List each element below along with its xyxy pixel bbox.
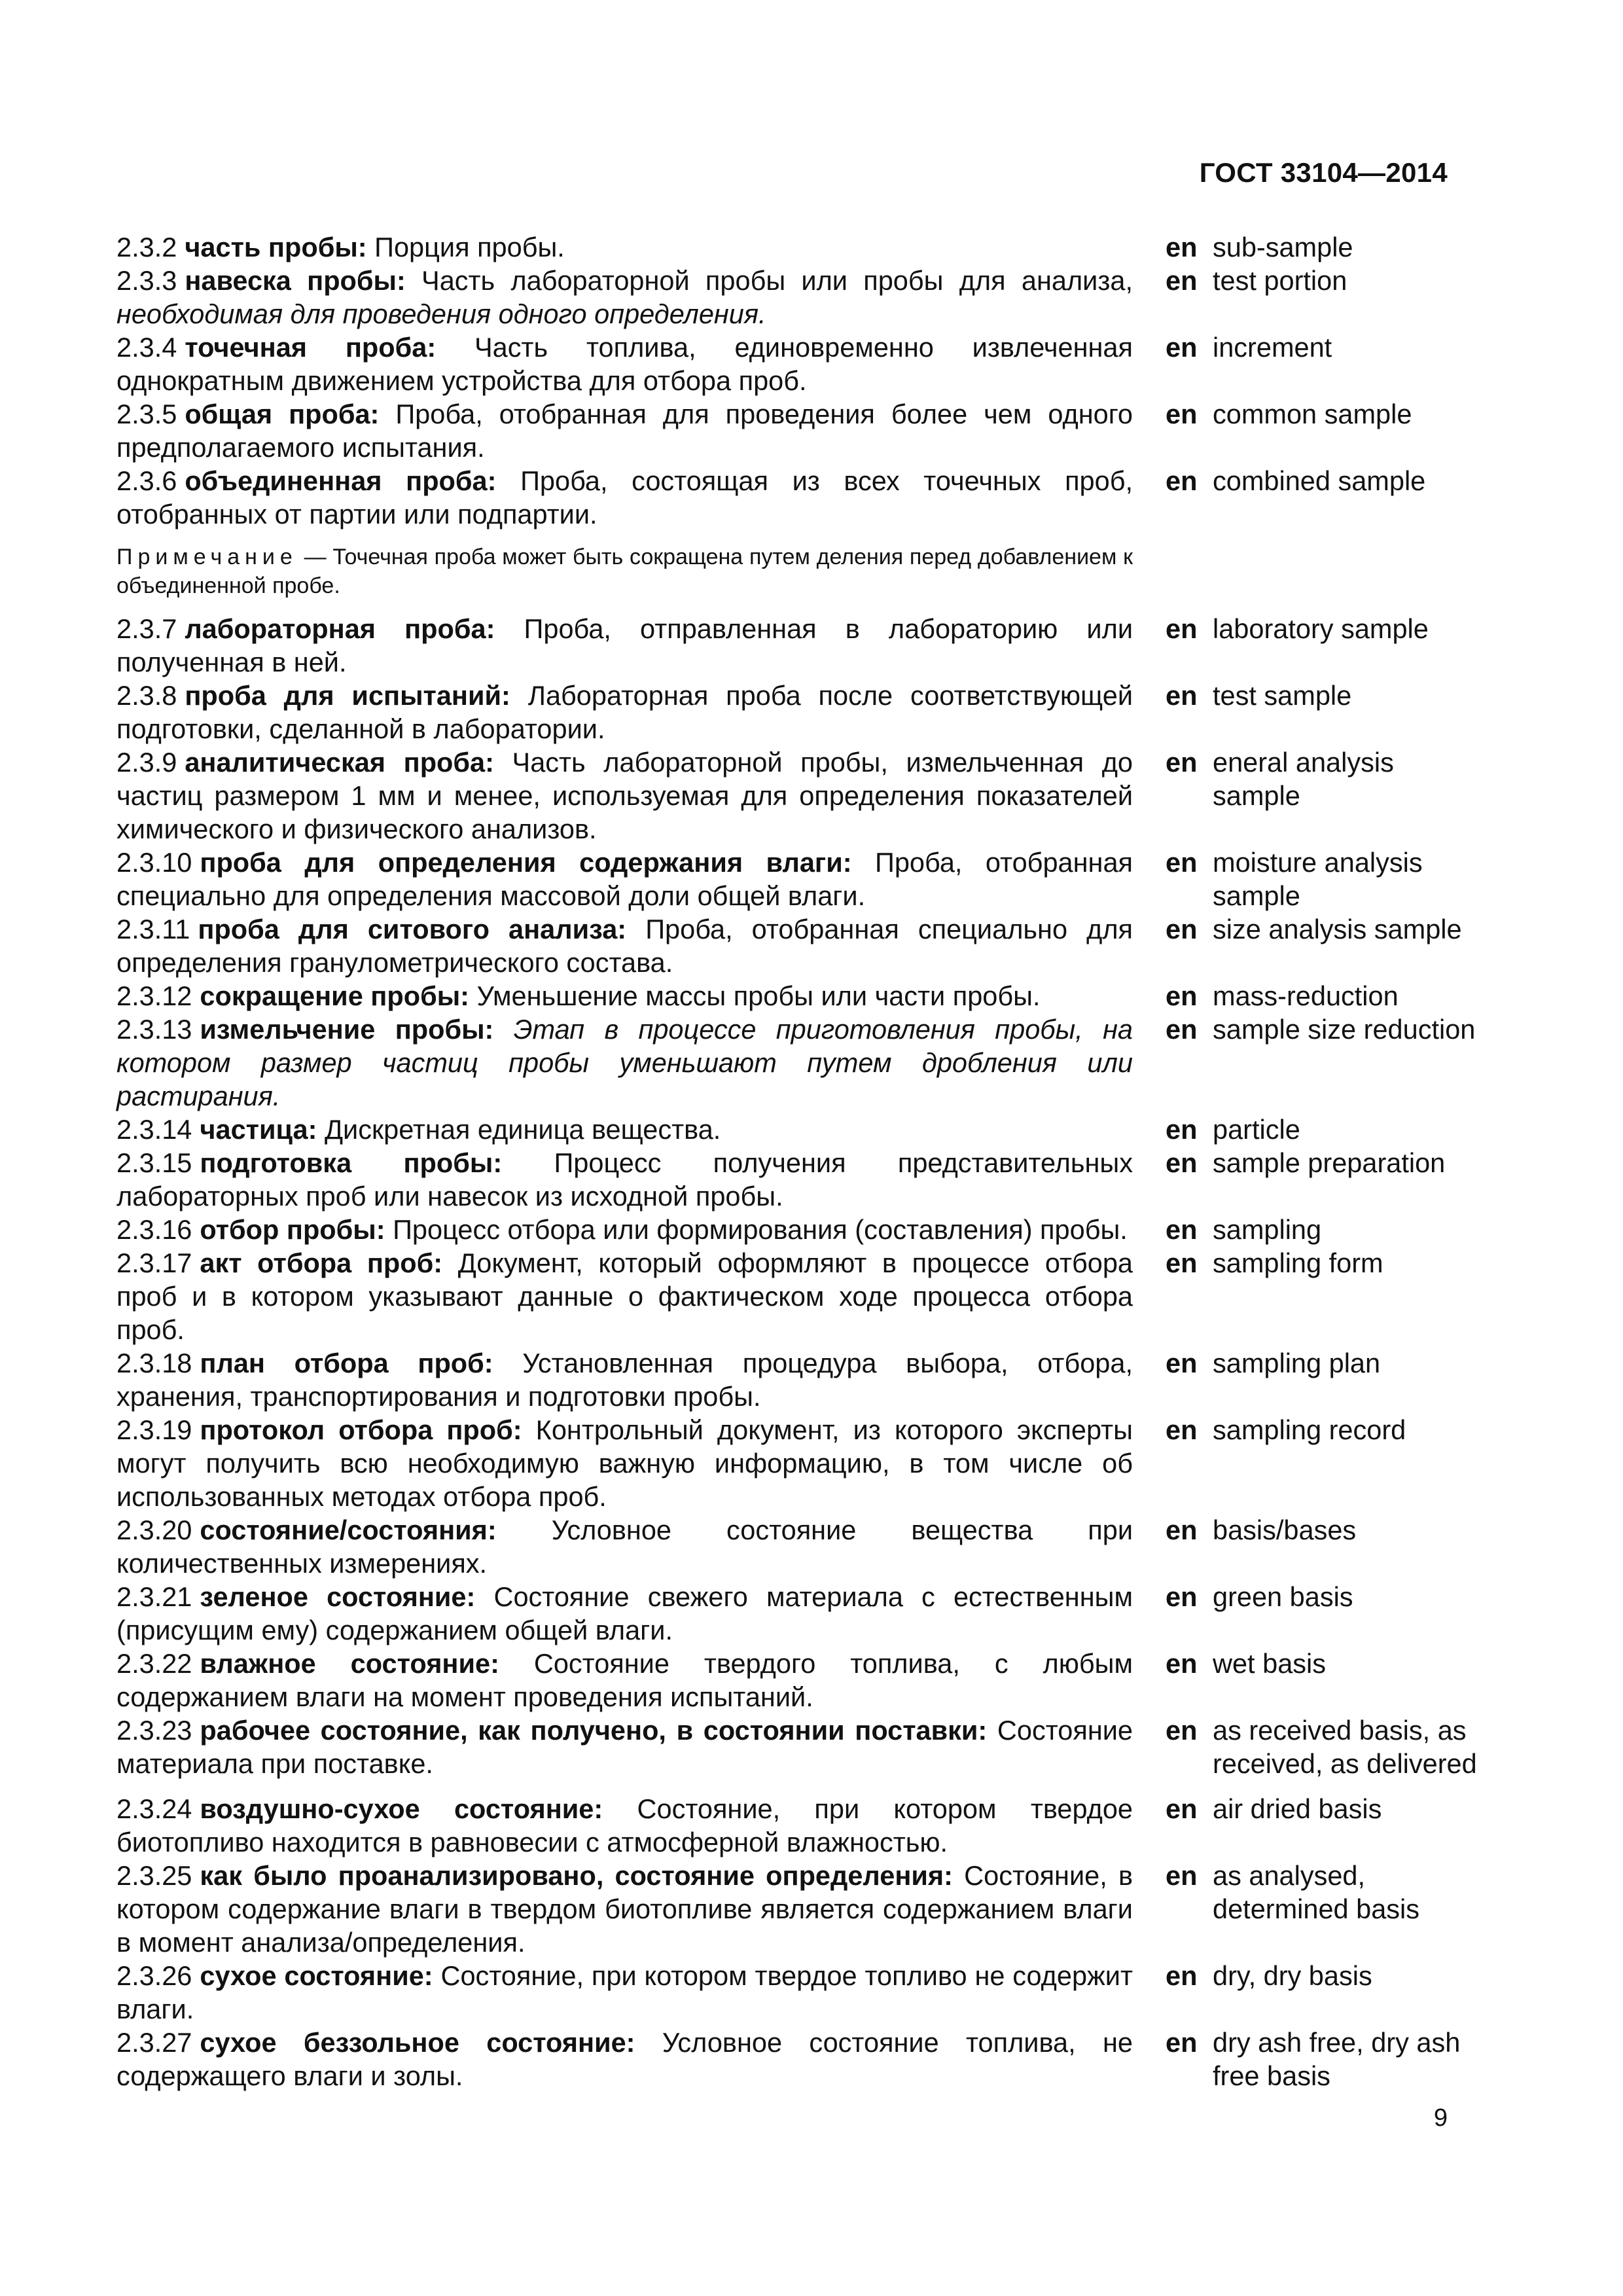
language-tag: en [1166, 1348, 1198, 1378]
english-equivalent [1133, 1246, 1478, 1280]
term-name: сокращение пробы: [200, 980, 469, 1011]
english-equivalent [1133, 1346, 1478, 1380]
english-equivalent [1133, 331, 1478, 364]
term-entry [116, 2026, 1478, 2092]
term-name: акт отбора проб: [200, 1247, 443, 1278]
language-tag: en [1166, 1515, 1198, 1545]
term-name: сухое состояние: [200, 1960, 433, 1991]
definition-text: Условное состояние топлива, не содержащего влаги и золы. [116, 2027, 1133, 2091]
english-equivalent [1133, 1859, 1478, 1926]
term-number: 2.3.20 [116, 1515, 192, 1545]
language-tag: en [1166, 1214, 1198, 1245]
language-tag: en [1166, 1793, 1198, 1824]
term-name: отбор пробы: [200, 1214, 385, 1245]
term-name: план отбора проб: [200, 1348, 493, 1378]
term-name: измельчение пробы: [200, 1014, 494, 1045]
english-equivalent [1133, 912, 1478, 946]
term-number: 2.3.10 [116, 847, 192, 878]
term-name: аналитическая проба: [185, 747, 494, 778]
language-tag: en [1166, 465, 1198, 496]
english-term: sampling form [1213, 1247, 1383, 1278]
language-tag: en [1166, 613, 1198, 644]
english-term: eneral analysis sample [1213, 747, 1394, 811]
term-name: зеленое состояние: [200, 1581, 476, 1612]
english-equivalent [1133, 1580, 1478, 1613]
english-equivalent [1133, 1792, 1478, 1825]
english-equivalent [1133, 1213, 1478, 1246]
term-name: рабочее состояние, как получено, в состоянии поставки: [200, 1715, 988, 1746]
term-number: 2.3.2 [116, 232, 177, 262]
term-definition [116, 331, 1133, 397]
english-term: particle [1213, 1114, 1300, 1145]
english-term: basis/bases [1213, 1515, 1357, 1545]
term-definition [116, 1959, 1133, 2026]
english-term: sampling plan [1213, 1348, 1381, 1378]
term-definition [116, 1213, 1133, 1246]
term-entry [116, 612, 1478, 679]
term-number: 2.3.27 [116, 2027, 192, 2058]
terms-list [116, 230, 1478, 2092]
term-number: 2.3.4 [116, 332, 177, 363]
definition-text: Установленная процедура выбора, отбора, хранения, транспортирования и подготовки пробы. [116, 1348, 1133, 1412]
english-term: dry, dry basis [1213, 1960, 1372, 1991]
english-term: test portion [1213, 265, 1347, 296]
language-tag: en [1166, 914, 1198, 944]
language-tag: en [1166, 1414, 1198, 1445]
term-number: 2.3.7 [116, 613, 177, 644]
term-name: навеска пробы: [185, 265, 406, 296]
language-tag: en [1166, 1147, 1198, 1178]
term-definition [116, 679, 1133, 745]
english-term: sub-sample [1213, 232, 1353, 262]
term-definition [116, 745, 1133, 846]
language-tag: en [1166, 232, 1198, 262]
term-entry [116, 331, 1478, 397]
term-definition [116, 1647, 1133, 1713]
english-equivalent [1133, 397, 1478, 431]
term-number: 2.3.15 [116, 1147, 192, 1178]
english-term: moisture analysis sample [1213, 847, 1423, 911]
term-definition [116, 612, 1133, 679]
english-term: test sample [1213, 680, 1352, 711]
term-definition [116, 1013, 1133, 1113]
term-definition [116, 1413, 1133, 1513]
definition-text: Порция пробы. [374, 232, 565, 262]
term-name: как было проанализировано, состояние определения: [200, 1860, 953, 1891]
term-name: общая проба: [185, 399, 380, 429]
term-number: 2.3.5 [116, 399, 177, 429]
term-entry [116, 1580, 1478, 1647]
term-number: 2.3.14 [116, 1114, 192, 1145]
definition-text: Дискретная единица вещества. [324, 1114, 721, 1145]
term-name: частица: [200, 1114, 317, 1145]
term-number: 2.3.26 [116, 1960, 192, 1991]
term-number: 2.3.25 [116, 1860, 192, 1891]
term-entry [116, 1146, 1478, 1213]
term-name: состояние/состояния: [200, 1515, 497, 1545]
term-definition [116, 1859, 1133, 1959]
english-equivalent [1133, 464, 1478, 497]
english-equivalent [1133, 1413, 1478, 1446]
language-tag: en [1166, 1860, 1198, 1891]
term-name: лабораторная проба: [185, 613, 495, 644]
term-entry [116, 1113, 1478, 1146]
english-equivalent [1133, 1146, 1478, 1179]
english-equivalent [1133, 679, 1478, 712]
definition-text: Состояние твердого топлива, с любым содержанием влаги на момент проведения испытаний. [116, 1648, 1133, 1712]
term-number: 2.3.13 [116, 1014, 192, 1045]
note-label: Примечание [116, 545, 298, 569]
definition-text: Уменьшение массы пробы или части пробы. [476, 980, 1041, 1011]
term-name: проба для определения содержания влаги: [200, 847, 852, 878]
term-number: 2.3.17 [116, 1247, 192, 1278]
term-entry [116, 1859, 1478, 1959]
language-tag: en [1166, 847, 1198, 878]
term-definition [116, 230, 1133, 264]
english-equivalent [1133, 2026, 1478, 2092]
term-number: 2.3.22 [116, 1648, 192, 1679]
term-entry [116, 1792, 1478, 1859]
english-term: increment [1213, 332, 1332, 363]
term-number: 2.3.19 [116, 1414, 192, 1445]
definition-text: Процесс получения представительных лабораторных проб или навесок из исходной пробы. [116, 1147, 1133, 1211]
term-definition [116, 846, 1133, 912]
definition-text: Состояние, в котором содержание влаги в твердом биотопливе является содержанием влаги в момент анализа/определения. [116, 1860, 1133, 1958]
english-term: green basis [1213, 1581, 1353, 1612]
term-definition [116, 2026, 1133, 2092]
english-term: as received basis, as received, as delivered [1213, 1715, 1477, 1779]
term-name: объединенная проба: [185, 465, 497, 496]
english-equivalent [1133, 1013, 1478, 1046]
definition-text: Лабораторная проба после соответствующей подготовки, сделанной в лаборатории. [116, 680, 1133, 744]
term-number: 2.3.3 [116, 265, 177, 296]
english-equivalent [1133, 1959, 1478, 1992]
term-name: влажное состояние: [200, 1648, 499, 1679]
term-definition [116, 1246, 1133, 1346]
definition-text: Процесс отбора или формирования (составления) пробы. [393, 1214, 1128, 1245]
language-tag: en [1166, 980, 1198, 1011]
language-tag: en [1166, 1960, 1198, 1991]
term-name: точечная проба: [185, 332, 437, 363]
definition-text: Проба, состоящая из всех точечных проб, отобранных от партии или подпартии. [116, 465, 1133, 529]
note-block [116, 543, 1133, 600]
term-name: часть пробы: [185, 232, 367, 262]
term-number: 2.3.24 [116, 1793, 192, 1824]
term-name: подготовка пробы: [200, 1147, 503, 1178]
term-entry [116, 1346, 1478, 1413]
english-equivalent [1133, 264, 1478, 297]
english-term: wet basis [1213, 1648, 1326, 1679]
english-term: air dried basis [1213, 1793, 1382, 1824]
term-name: проба для испытаний: [185, 680, 510, 711]
definition-text: Проба, отправленная в лабораторию или полученная в ней. [116, 613, 1133, 677]
term-entry [116, 1647, 1478, 1713]
english-term: as analysed, determined basis [1213, 1860, 1420, 1924]
term-entry [116, 745, 1478, 846]
term-definition [116, 264, 1133, 331]
language-tag: en [1166, 1581, 1198, 1612]
term-entry [116, 979, 1478, 1013]
term-entry [116, 1246, 1478, 1346]
definition-text: Состояние свежего материала с естественным (присущим ему) содержанием общей влаги. [116, 1581, 1133, 1645]
term-entry [116, 1013, 1478, 1113]
language-tag: en [1166, 1648, 1198, 1679]
english-equivalent [1133, 230, 1478, 264]
language-tag: en [1166, 1247, 1198, 1278]
term-number: 2.3.6 [116, 465, 177, 496]
definition-text: Часть лабораторной пробы, измельченная до частиц размером 1 мм и менее, используемая для определения показателей химического и физического анализов. [116, 747, 1133, 844]
term-entry [116, 230, 1478, 264]
term-entry [116, 1413, 1478, 1513]
language-tag: en [1166, 2027, 1198, 2058]
definition-text: Контрольный документ, из которого эксперты могут получить всю необходимую важную информацию, в том числе об использованных методах отбора проб. [116, 1414, 1133, 1512]
definition-text: Проба, отобранная специально для определения массовой доли общей влаги. [116, 847, 1133, 911]
term-definition [116, 1513, 1133, 1580]
term-definition [116, 1146, 1133, 1213]
english-term: size analysis sample [1213, 914, 1462, 944]
term-number: 2.3.18 [116, 1348, 192, 1378]
language-tag: en [1166, 399, 1198, 429]
language-tag: en [1166, 1114, 1198, 1145]
definition-text: Часть топлива, единовременно извлеченная однократным движением устройства для отбора проб. [116, 332, 1133, 396]
term-definition [116, 1580, 1133, 1647]
language-tag: en [1166, 332, 1198, 363]
english-term: common sample [1213, 399, 1412, 429]
term-name: воздушно-сухое состояние: [200, 1793, 603, 1824]
definition-text: Состояние, при котором твердое биотопливо находится в равновесии с атмосферной влажностью. [116, 1793, 1133, 1857]
term-number: 2.3.11 [116, 914, 190, 944]
term-definition [116, 397, 1133, 464]
definition-text: Проба, отобранная специально для определения гранулометрического состава. [116, 914, 1133, 978]
term-entry [116, 397, 1478, 464]
note-text: — Точечная проба может быть сокращена путем деления перед добавлением к объединенной пробе. [116, 545, 1133, 598]
term-entry [116, 912, 1478, 979]
term-entry [116, 1959, 1478, 2026]
term-entry [116, 1513, 1478, 1580]
english-term: combined sample [1213, 465, 1426, 496]
definition-text: Часть лабораторной пробы или пробы для анализа, [421, 265, 1133, 296]
term-number: 2.3.8 [116, 680, 177, 711]
term-number: 2.3.23 [116, 1715, 192, 1746]
english-equivalent [1133, 1513, 1478, 1547]
english-equivalent [1133, 979, 1478, 1013]
english-equivalent [1133, 1713, 1478, 1780]
definition-text: Документ, который оформляют в процессе отбора проб и в котором указывают данные о фактическом ходе процесса отбора проб. [116, 1247, 1133, 1345]
definition-text: Состояние материала при поставке. [116, 1715, 1133, 1779]
term-definition [116, 979, 1133, 1013]
term-number: 2.3.9 [116, 747, 177, 778]
language-tag: en [1166, 680, 1198, 711]
term-name: проба для ситового анализа: [198, 914, 627, 944]
term-entry [116, 1213, 1478, 1246]
definition-text: Проба, отобранная для проведения более чем одного предполагаемого испытания. [116, 399, 1133, 463]
english-equivalent [1133, 612, 1478, 645]
language-tag: en [1166, 747, 1198, 778]
english-equivalent [1133, 1113, 1478, 1146]
page-number: 9 [1433, 2104, 1448, 2132]
english-term: sampling [1213, 1214, 1322, 1245]
term-entry [116, 846, 1478, 912]
term-definition [116, 464, 1133, 531]
english-equivalent [1133, 1647, 1478, 1680]
term-name: сухое беззольное состояние: [200, 2027, 635, 2058]
language-tag: en [1166, 1715, 1198, 1746]
english-term: sample preparation [1213, 1147, 1446, 1178]
term-number: 2.3.21 [116, 1581, 192, 1612]
term-number: 2.3.12 [116, 980, 192, 1011]
english-equivalent [1133, 745, 1478, 812]
term-entry [116, 1713, 1478, 1780]
term-entry [116, 679, 1478, 745]
term-definition [116, 1713, 1133, 1780]
english-equivalent [1133, 846, 1478, 912]
english-term: sampling record [1213, 1414, 1406, 1445]
document-header: ГОСТ 33104—2014 [1199, 157, 1448, 188]
term-entry [116, 464, 1478, 531]
definition-italic: необходимая для проведения одного определения. [116, 298, 766, 329]
english-term: laboratory sample [1213, 613, 1429, 644]
term-definition [116, 1113, 1133, 1146]
english-term: sample size reduction [1213, 1014, 1476, 1045]
english-term: dry ash free, dry ash free basis [1213, 2027, 1461, 2091]
term-number: 2.3.16 [116, 1214, 192, 1245]
language-tag: en [1166, 265, 1198, 296]
term-definition [116, 1346, 1133, 1413]
definition-italic: Этап в процессе приготовления пробы, на котором размер частиц пробы уменьшают путем дробления или растирания. [116, 1014, 1133, 1111]
definition-text: Условное состояние вещества при количественных измерениях. [116, 1515, 1133, 1579]
english-term: mass-reduction [1213, 980, 1399, 1011]
term-entry [116, 264, 1478, 331]
term-name: протокол отбора проб: [200, 1414, 522, 1445]
definition-text: Состояние, при котором твердое топливо не содержит влаги. [116, 1960, 1133, 2024]
term-definition [116, 1792, 1133, 1859]
language-tag: en [1166, 1014, 1198, 1045]
term-definition [116, 912, 1133, 979]
